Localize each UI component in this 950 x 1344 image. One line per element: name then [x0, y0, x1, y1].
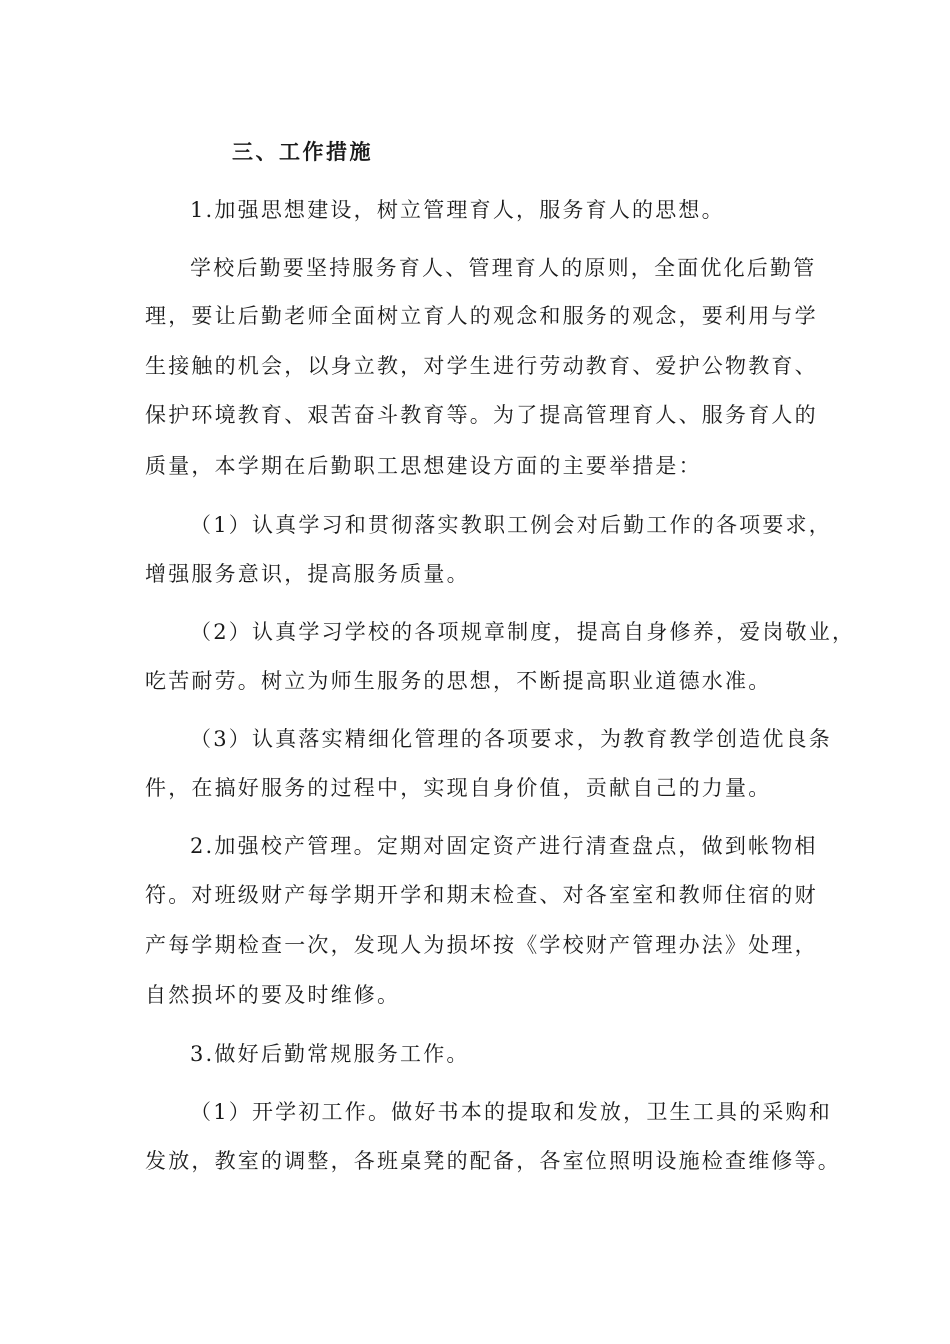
paragraph-line: 发放，教室的调整，各班桌凳的配备，各室位照明设施检查维修等。: [145, 1149, 841, 1173]
paragraph-line: 理，要让后勤老师全面树立育人的观念和服务的观念，要利用与学: [145, 304, 818, 328]
paragraph-line: 1.加强思想建设，树立管理育人，服务育人的思想。: [190, 198, 725, 222]
paragraph-line: 产每学期检查一次，发现人为损坏按《学校财产管理办法》处理，: [145, 933, 818, 957]
paragraph-line: 增强服务意识，提高服务质量。: [145, 562, 470, 586]
paragraph-line: 学校后勤要坚持服务育人、管理育人的原则，全面优化后勤管: [190, 256, 817, 280]
paragraph-line: 2.加强校产管理。定期对固定资产进行清查盘点，做到帐物相: [190, 834, 818, 858]
paragraph-line: 3.做好后勤常规服务工作。: [190, 1042, 470, 1066]
paragraph-line: （1）认真学习和贯彻落实教职工例会对后勤工作的各项要求，: [190, 513, 832, 537]
paragraph-line: 自然损坏的要及时维修。: [145, 983, 401, 1007]
paragraph-line: 符。对班级财产每学期开学和期末检查、对各室室和教师住宿的财: [145, 883, 818, 907]
section-heading: 三、工作措施: [232, 140, 373, 164]
paragraph-line: 保护环境教育、艰苦奋斗教育等。为了提高管理育人、服务育人的: [145, 403, 818, 427]
paragraph-line: （3）认真落实精细化管理的各项要求，为教育教学创造优良条: [190, 727, 832, 751]
paragraph-line: 吃苦耐劳。树立为师生服务的思想，不断提高职业道德水准。: [145, 669, 772, 693]
paragraph-line: 质量，本学期在后勤职工思想建设方面的主要举措是：: [145, 454, 702, 478]
paragraph-line: （1）开学初工作。做好书本的提取和发放，卫生工具的采购和: [190, 1100, 832, 1124]
paragraph-line: （2）认真学习学校的各项规章制度，提高自身修养，爱岗敬业，: [190, 620, 856, 644]
paragraph-line: 生接触的机会，以身立教，对学生进行劳动教育、爱护公物教育、: [145, 354, 818, 378]
paragraph-line: 件，在搞好服务的过程中，实现自身价值，贡献自己的力量。: [145, 776, 772, 800]
